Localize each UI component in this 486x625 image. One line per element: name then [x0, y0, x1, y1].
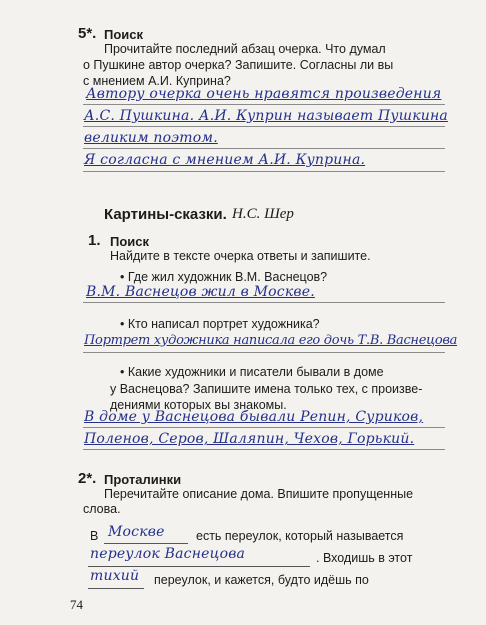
task5-number: 5*. — [78, 25, 97, 42]
task1-prompt: Найдите в тексте очерка ответы и запишите. — [110, 249, 371, 263]
task5-prompt-line3: с мнением А.И. Куприна? — [83, 74, 231, 88]
answer-line — [83, 148, 445, 149]
task1-question3-line2: у Васнецова? Запишите имена только тех, с произве- — [110, 382, 423, 396]
answer-line — [83, 171, 445, 172]
page-number: 74 — [70, 597, 83, 612]
task2-prompt-line2: слова. — [83, 502, 121, 516]
task2-line1-start: В — [90, 529, 99, 543]
task2-title: Проталинки — [104, 472, 182, 487]
task2-fill2: переулок Васнецова — [90, 546, 246, 562]
task5-answer-line4: Я согласна с мнением А.И. Куприна. — [84, 152, 366, 168]
task5-answer-line3: великим поэтом. — [84, 130, 218, 146]
answer-line — [83, 449, 445, 450]
task1-answer3-line1: В доме у Васнецова бывали Репин, Суриков, — [84, 409, 424, 425]
task1-answer2: Портрет художника написала его дочь Т.В. Васнецова — [84, 333, 458, 348]
task2-prompt-line1: Перечитайте описание дома. Впишите пропущенные — [104, 487, 414, 501]
task2-line3-end: переулок, и кажется, будто идёшь по — [154, 573, 369, 587]
fill-blank-3 — [88, 588, 144, 589]
fill-blank-1 — [104, 543, 188, 544]
task1-number: 1. — [88, 232, 101, 249]
task2-fill3: тихий — [90, 568, 140, 584]
task1-question1: • Где жил художник В.М. Васнецов? — [120, 270, 328, 284]
section-title: Картины-сказки. — [104, 206, 227, 223]
task1-question2: • Кто написал портрет художника? — [120, 317, 320, 331]
task5-prompt-line2: о Пушкине автор очерка? Запишите. Согласны ли вы — [83, 58, 394, 72]
task5-answer-line1: Автору очерка очень нравятся произведения — [86, 86, 442, 102]
task2-fill1: Москве — [108, 524, 165, 540]
task5-answer-line2: А.С. Пушкина. А.И. Куприн называет Пушкина — [84, 108, 448, 124]
answer-line — [83, 126, 445, 127]
answer-line — [83, 352, 445, 353]
task1-question3-line3: дениями которых вы знакомы. — [110, 398, 287, 412]
task2-number: 2*. — [78, 470, 97, 487]
answer-line — [83, 104, 445, 105]
task2-line1-end: есть переулок, который называется — [196, 529, 404, 543]
task1-answer3-line2: Поленов, Серов, Шаляпин, Чехов, Горький. — [84, 431, 415, 447]
task1-title: Поиск — [110, 234, 150, 249]
task2-line2-end: . Входишь в этот — [316, 551, 413, 565]
answer-line — [83, 427, 445, 428]
task5-title: Поиск — [104, 27, 144, 42]
task1-answer1: В.М. Васнецов жил в Москве. — [86, 284, 315, 300]
answer-line — [83, 302, 445, 303]
fill-blank-2 — [88, 566, 310, 567]
section-author: Н.С. Шер — [232, 206, 294, 222]
task1-question3-line1: • Какие художники и писатели бывали в доме — [120, 365, 384, 379]
task5-prompt-line1: Прочитайте последний абзац очерка. Что думал — [104, 42, 386, 56]
